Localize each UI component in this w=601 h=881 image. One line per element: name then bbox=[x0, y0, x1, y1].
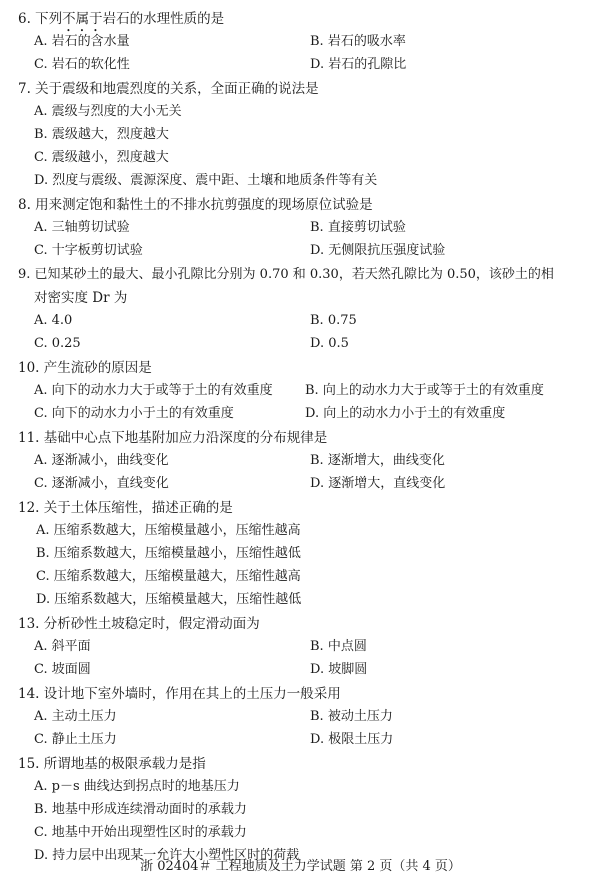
question-8-stem: 8. 用来测定饱和黏性土的不排水抗剪强度的现场原位试验是 bbox=[18, 197, 373, 213]
q6-option-b: B. 岩石的吸水率 bbox=[310, 34, 406, 49]
q6-option-a: A. 岩石的含水量 bbox=[34, 34, 130, 49]
q14-option-c: C. 静止土压力 bbox=[34, 732, 117, 747]
emphasis-not-belong: 不属于 bbox=[62, 11, 103, 27]
q7-option-c: C. 震级越小，烈度越大 bbox=[34, 150, 169, 165]
q13-option-a: A. 斜平面 bbox=[34, 639, 91, 654]
question-15-stem: 15. 所谓地基的极限承载力是指 bbox=[18, 756, 206, 772]
q11-option-b: B. 逐渐增大，曲线变化 bbox=[310, 453, 445, 468]
q15-option-c: C. 地基中开始出现塑性区时的承载力 bbox=[34, 825, 247, 840]
q10-option-d: D. 向上的动水力小于土的有效重度 bbox=[305, 406, 506, 421]
q11-option-c: C. 逐渐减小，直线变化 bbox=[34, 476, 169, 491]
question-9-stem-cont: 对密实度 Dr 为 bbox=[34, 290, 128, 306]
question-13-stem: 13. 分析砂性土坡稳定时，假定滑动面为 bbox=[18, 616, 260, 632]
q9-option-a: A. 4.0 bbox=[34, 313, 73, 328]
q13-option-d: D. 坡脚圆 bbox=[310, 662, 368, 677]
q10-option-b: B. 向上的动水力大于或等于土的有效重度 bbox=[305, 383, 544, 398]
q6-option-c: C. 岩石的软化性 bbox=[34, 57, 130, 72]
q15-option-b: B. 地基中形成连续滑动面时的承载力 bbox=[34, 802, 247, 817]
q11-option-d: D. 逐渐增大，直线变化 bbox=[310, 476, 446, 491]
question-14-stem: 14. 设计地下室外墙时，作用在其上的土压力一般采用 bbox=[18, 686, 341, 702]
q8-option-a: A. 三轴剪切试验 bbox=[34, 220, 130, 235]
q15-option-a: A. p－s 曲线达到拐点时的地基压力 bbox=[34, 779, 240, 794]
q9-option-b: B. 0.75 bbox=[310, 313, 357, 328]
q13-option-b: B. 中点圆 bbox=[310, 639, 367, 654]
q12-option-b: B. 压缩系数越大，压缩模量越小，压缩性越低 bbox=[36, 546, 301, 561]
question-12-stem: 12. 关于土体压缩性，描述正确的是 bbox=[18, 500, 233, 516]
question-9-stem: 9. 已知某砂土的最大、最小孔隙比分别为 0.70 和 0.30，若天然孔隙比为 0.50，该砂土的相 bbox=[18, 267, 554, 282]
q7-option-a: A. 震级与烈度的大小无关 bbox=[34, 104, 182, 119]
q12-option-c: C. 压缩系数越大，压缩模量越大，压缩性越高 bbox=[36, 569, 301, 584]
q9-option-c: C. 0.25 bbox=[34, 336, 81, 351]
question-6-stem: 6. 下列不属于岩石的水理性质的是 bbox=[18, 11, 225, 27]
q8-option-c: C. 十字板剪切试验 bbox=[34, 243, 143, 258]
q12-option-d: D. 压缩系数越大，压缩模量越大，压缩性越低 bbox=[36, 592, 302, 607]
q7-option-b: B. 震级越大，烈度越大 bbox=[34, 127, 169, 142]
q10-option-a: A. 向下的动水力大于或等于土的有效重度 bbox=[34, 383, 273, 398]
q7-option-d: D. 烈度与震级、震源深度、震中距、土壤和地质条件等有关 bbox=[34, 173, 378, 188]
q11-option-a: A. 逐渐减小，曲线变化 bbox=[34, 453, 169, 468]
q14-option-b: B. 被动土压力 bbox=[310, 709, 393, 724]
q14-option-d: D. 极限土压力 bbox=[310, 732, 394, 747]
q14-option-a: A. 主动土压力 bbox=[34, 709, 117, 724]
q6-option-d: D. 岩石的孔隙比 bbox=[310, 57, 407, 72]
q8-option-b: B. 直接剪切试验 bbox=[310, 220, 406, 235]
question-7-stem: 7. 关于震级和地震烈度的关系，全面正确的说法是 bbox=[18, 81, 319, 97]
page-footer: 浙 02404＃ 工程地质及土力学试题 第 2 页（共 4 页） bbox=[140, 859, 461, 874]
q10-option-c: C. 向下的动水力小于土的有效重度 bbox=[34, 406, 234, 421]
q12-option-a: A. 压缩系数越大，压缩模量越小，压缩性越高 bbox=[36, 523, 301, 538]
question-11-stem: 11. 基础中心点下地基附加应力沿深度的分布规律是 bbox=[18, 430, 328, 446]
q9-option-d: D. 0.5 bbox=[310, 336, 349, 351]
q13-option-c: C. 坡面圆 bbox=[34, 662, 91, 677]
q8-option-d: D. 无侧限抗压强度试验 bbox=[310, 243, 446, 258]
q15-option-d-line: D. 持力层中出现某一允许大小塑性区时的荷载 bbox=[34, 848, 300, 863]
question-10-stem: 10. 产生流砂的原因是 bbox=[18, 360, 152, 376]
